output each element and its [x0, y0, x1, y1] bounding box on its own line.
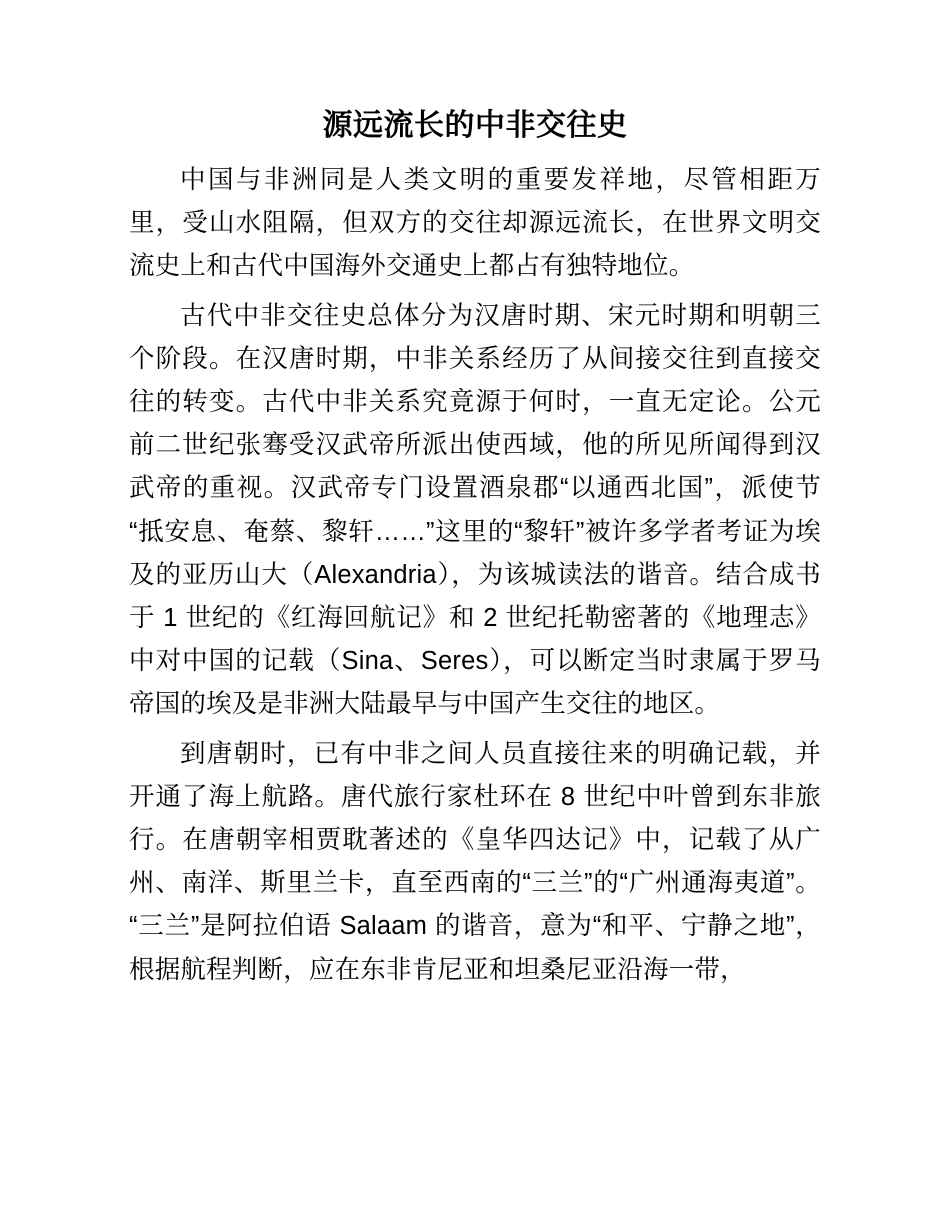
page-title: 源远流长的中非交往史	[322, 109, 628, 142]
paragraph-2: 古代中非交往史总体分为汉唐时期、宋元时期和明朝三个阶段。在汉唐时期，中非关系经历了从间接交往到直接交往的转变。古代中非关系究竟源于何时，一直无定论。公元前二世纪张骞受汉武帝所派出使西域，他的所见所闻得到汉武帝的重视。汉武帝专门设置酒泉郡“以通西北国”，派使节“抵安息、奄蔡、黎轩……”这里的“黎轩”被许多学者考证为埃及的亚历山大（Alexandria），为该城读法的谐音。结合成书于 1 世纪的《红海回航记》和 2 世纪托勒密著的《地理志》中对中国的记载（Sina、Seres），可以断定当时隶属于罗马帝国的埃及是非洲大陆最早与中国产生交往的地区。	[129, 301, 821, 719]
paragraph-3: 到唐朝时，已有中非之间人员直接往来的明确记载，并开通了海上航路。唐代旅行家杜环在 8 世纪中叶曾到东非旅行。在唐朝宰相贾耽著述的《皇华四达记》中，记载了从广州、南洋、斯里兰卡，直至西南的“三兰”的“广州通海夷道”。“三兰”是阿拉伯语 Salaam 的谐音，意为“和平、宁静之地”，根据航程判断，应在东非肯尼亚和坦桑尼亚沿海一带，	[129, 739, 821, 984]
paragraph-1: 中国与非洲同是人类文明的重要发祥地，尽管相距万里，受山水阻隔，但双方的交往却源远流长，在世界文明交流史上和古代中国海外交通史上都占有独特地位。	[129, 166, 821, 281]
document-body	[129, 104, 821, 992]
